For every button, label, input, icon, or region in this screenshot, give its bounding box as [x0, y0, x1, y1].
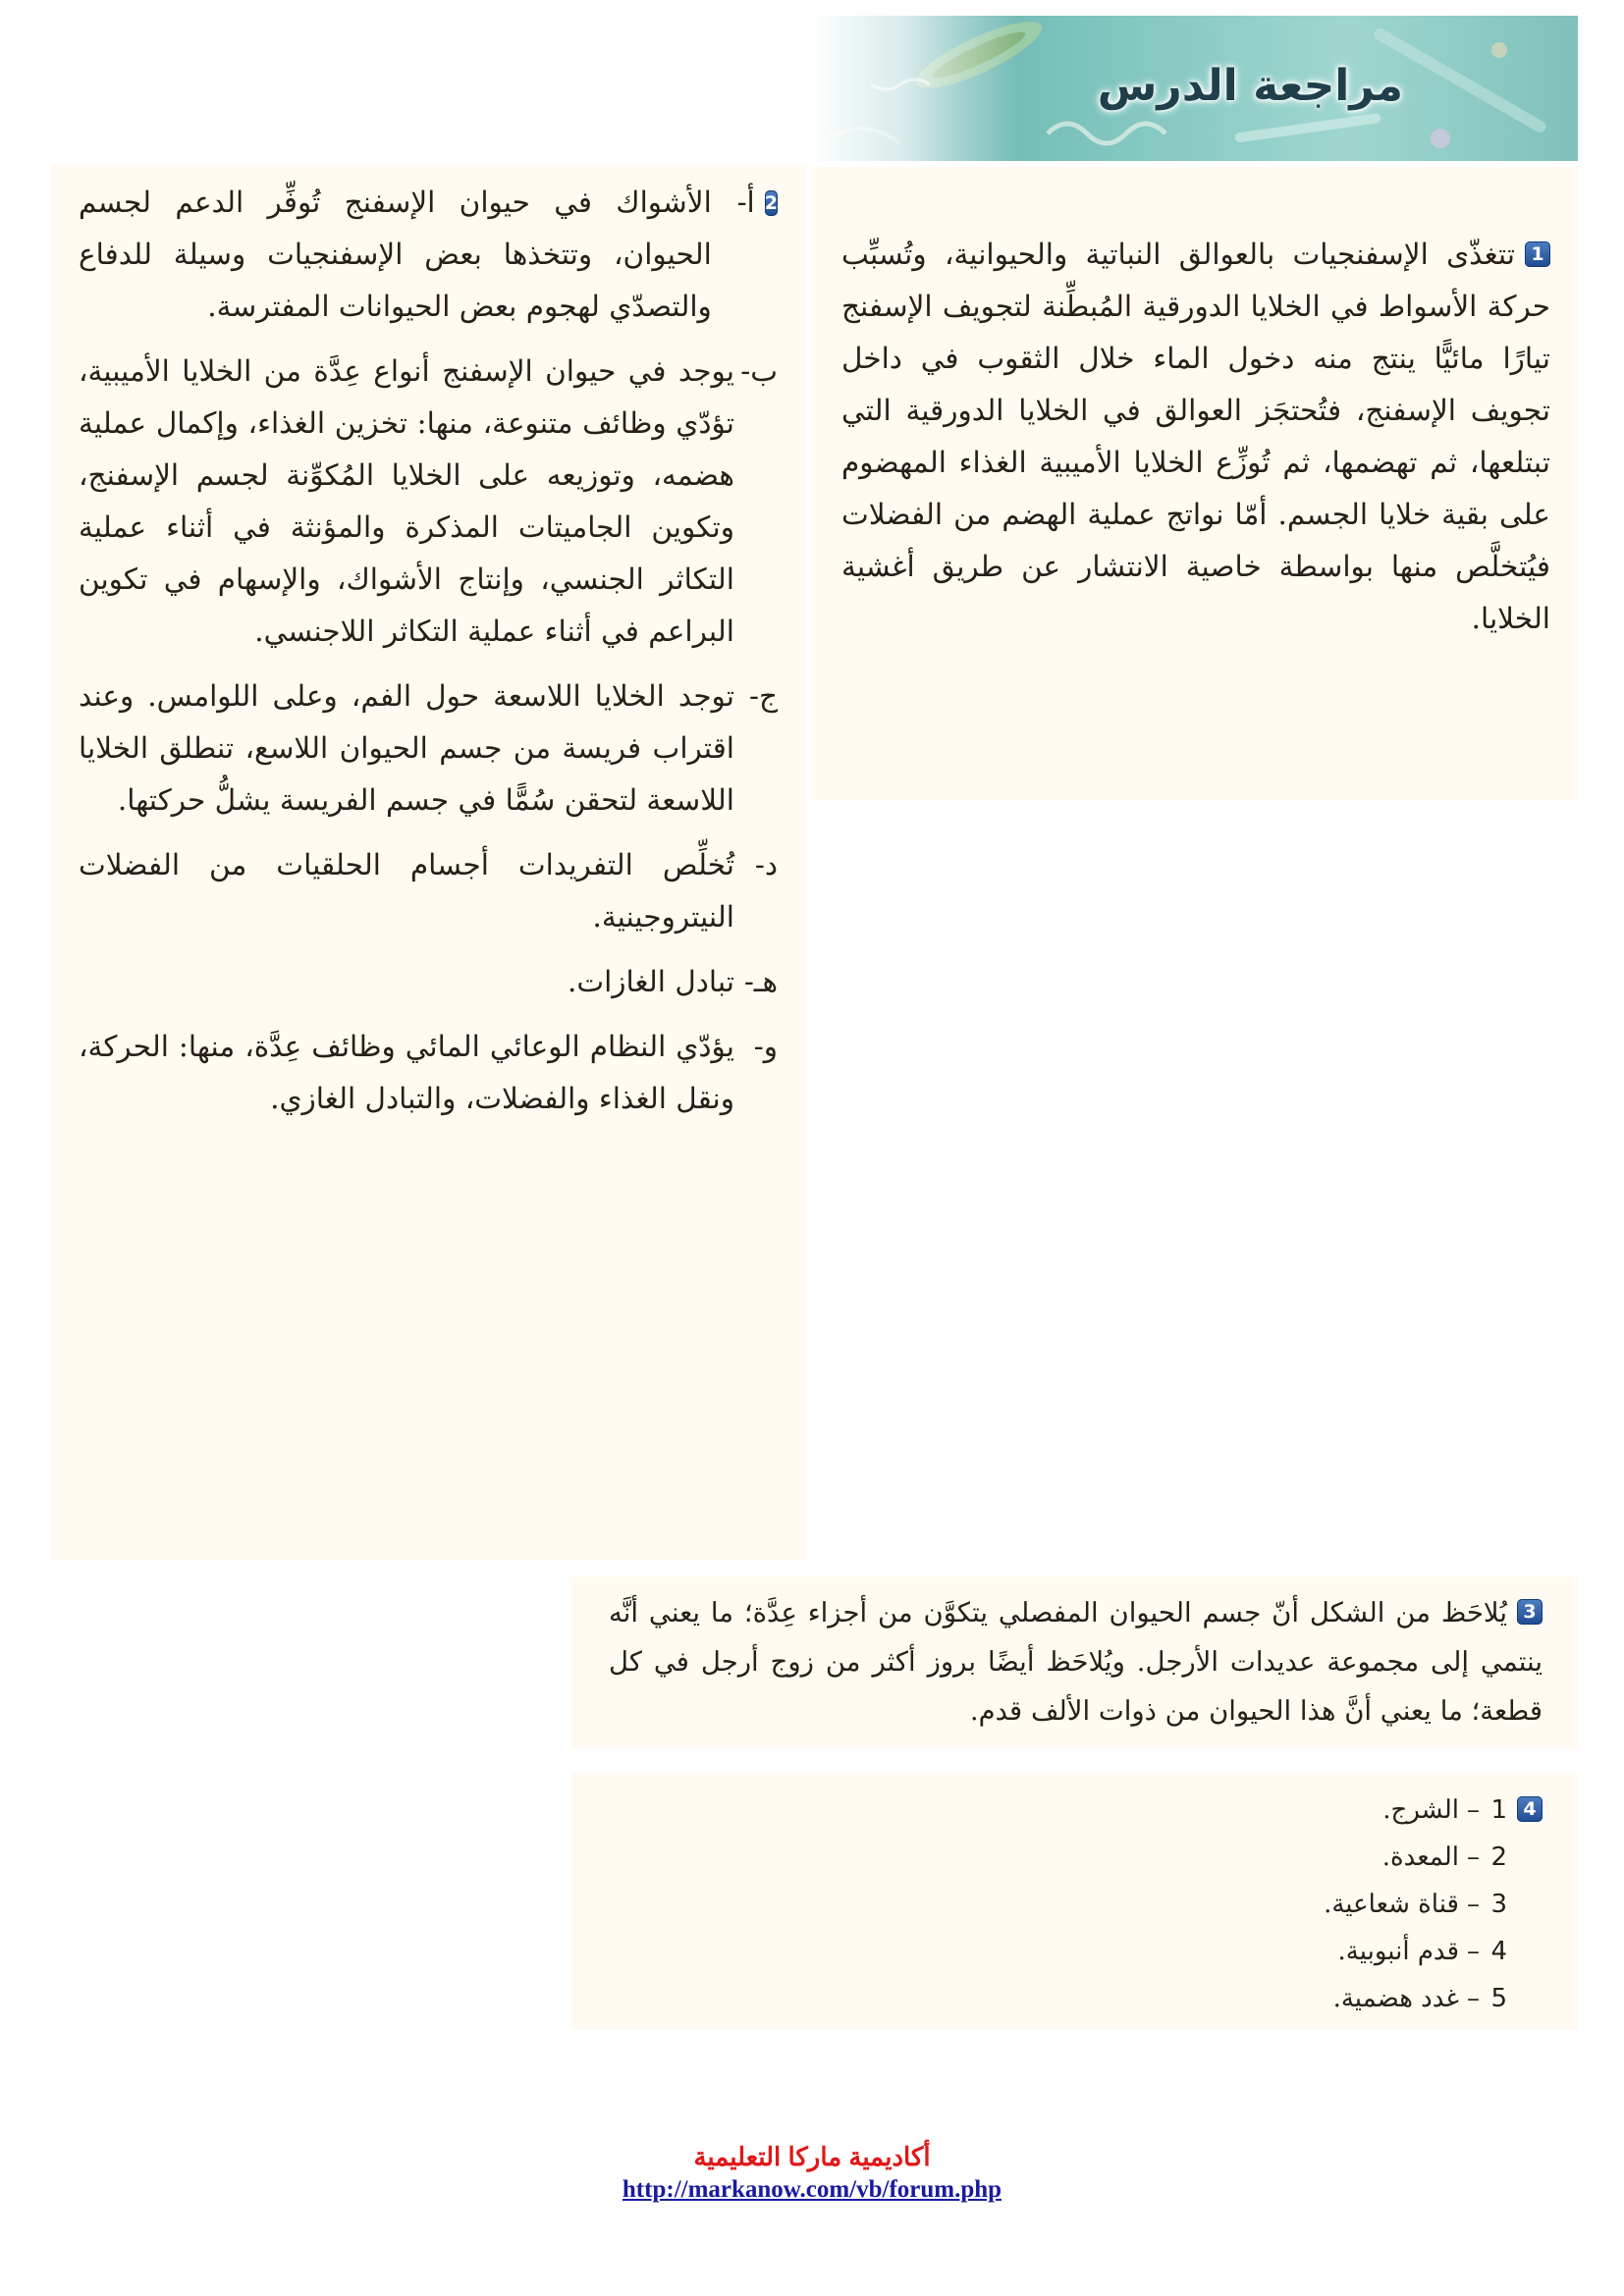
- list-item: 3 – قناة شعاعية.: [1324, 1890, 1507, 1919]
- answer-1-text: تتغذّى الإسفنجيات بالعوالق النباتية والحيوانية، وتُسبِّب حركة الأسواط في الخلايا الدورقية المُبطِّنة لتجويف الإسفنج تيارًا مائيًّا ينتج منه دخول الماء خلال الثقوب في داخل تجويف الإسفنج، فتُحتجَز العوالق في الخلايا الدورقية التي تبتلعها، ثم تهضمها، ثم تُوزِّع الخلايا الأميبية الغذاء المهضوم على بقية خلايا الجسم. أمّا نواتج عملية الهضم من الفضلات فيُتخلَّص منها بواسطة خاصية الانتشار عن طريق أغشية الخلايا.: [841, 238, 1550, 635]
- item-label: و-: [753, 1030, 778, 1063]
- answer-2-box: [51, 165, 807, 1561]
- academy-name: أكاديمية ماركا التعليمية: [693, 2142, 931, 2171]
- answer-2-item-c: [79, 670, 778, 827]
- list-item: 2 – المعدة.: [1381, 1842, 1507, 1872]
- item-text: الأشواك في حيوان الإسفنج تُوفِّر الدعم لجسم الحيوان، وتتخذها بعض الإسفنجيات وسيلة للدفاع والتصدّي لهجوم بعض الحيوانات المفترسة.: [79, 186, 712, 323]
- item-text: توجد الخلايا اللاسعة حول الفم، وعلى اللوامس. وعند اقتراب فريسة من جسم الحيوان اللاسع، تنطلق الخلايا اللاسعة لتحقن سُمًّا في جسم الفريسة يشلُّ حركتها.: [79, 679, 734, 817]
- answer-4-number-badge: 4: [1517, 1796, 1543, 1822]
- list-item: 4 – قدم أنبوبية.: [1337, 1937, 1507, 1966]
- answer-2-item-f: [79, 1021, 778, 1125]
- answer-2-number-badge: 2: [764, 192, 778, 214]
- forum-link[interactable]: http://markanow.com/vb/forum.php: [622, 2176, 1002, 2203]
- footer: [0, 2140, 1624, 2207]
- answer-3-text: يُلاحَظ من الشكل أنّ جسم الحيوان المفصلي يتكوَّن من أجزاء عِدَّة؛ ما يعني أنَّه ينتمي إلى مجموعة عديدات الأرجل. ويُلاحَظ أيضًا بروز أكثر من زوج أرجل في كل قطعة؛ ما يعني أنَّ هذا الحيوان من ذوات الألف قدم.: [609, 1597, 1543, 1727]
- answer-1: [841, 229, 1550, 645]
- answer-3: [609, 1588, 1543, 1735]
- item-label: ج-: [748, 679, 778, 713]
- item-text: تبادل الغازات.: [567, 965, 734, 998]
- item-label: د-: [754, 848, 778, 881]
- answer-4-box: [571, 1773, 1578, 2030]
- answer-2-item-b: [79, 346, 778, 658]
- answer-1-number-badge: 1: [1525, 241, 1550, 267]
- item-label: أ-: [736, 186, 755, 219]
- answer-2-item-a: [79, 177, 778, 346]
- item-text: يؤدّي النظام الوعائي المائي وظائف عِدَّة، منها: الحركة، ونقل الغذاء والفضلات، والتبادل الغازي.: [79, 1030, 734, 1115]
- list-item: 1 – الشرج.: [1382, 1795, 1507, 1825]
- item-text: تُخلِّص التفريدات أجسام الحلقيات من الفضلات النيتروجينية.: [79, 848, 734, 934]
- banner-title: مراجعة الدرس: [1097, 61, 1403, 111]
- list-item: 5 – غدد هضمية.: [1332, 1984, 1507, 2013]
- item-label: ب-: [740, 354, 778, 388]
- answer-3-box: [571, 1576, 1578, 1748]
- item-label: هـ-: [743, 965, 778, 998]
- answer-2-item-e: [79, 956, 778, 1008]
- answer-4-list: [1324, 1787, 1507, 2022]
- item-text: يوجد في حيوان الإسفنج أنواع عِدَّة من الخلايا الأميبية، تؤدّي وظائف متنوعة، منها: تخزين الغذاء، وإكمال عملية هضمه، وتوزيعه على الخلايا المُكوِّنة لجسم الإسفنج، وتكوين الجاميتات المذكرة والمؤنثة في أثناء عملية التكاثر الجنسي، وإنتاج الأشواك، والإسهام في تكوين البراعم في أثناء عملية التكاثر اللاجنسي.: [79, 354, 734, 648]
- answer-1-box: [812, 167, 1578, 800]
- answer-2-item-d: [79, 839, 778, 943]
- lesson-review-banner: [812, 16, 1578, 161]
- answer-3-number-badge: 3: [1517, 1599, 1543, 1625]
